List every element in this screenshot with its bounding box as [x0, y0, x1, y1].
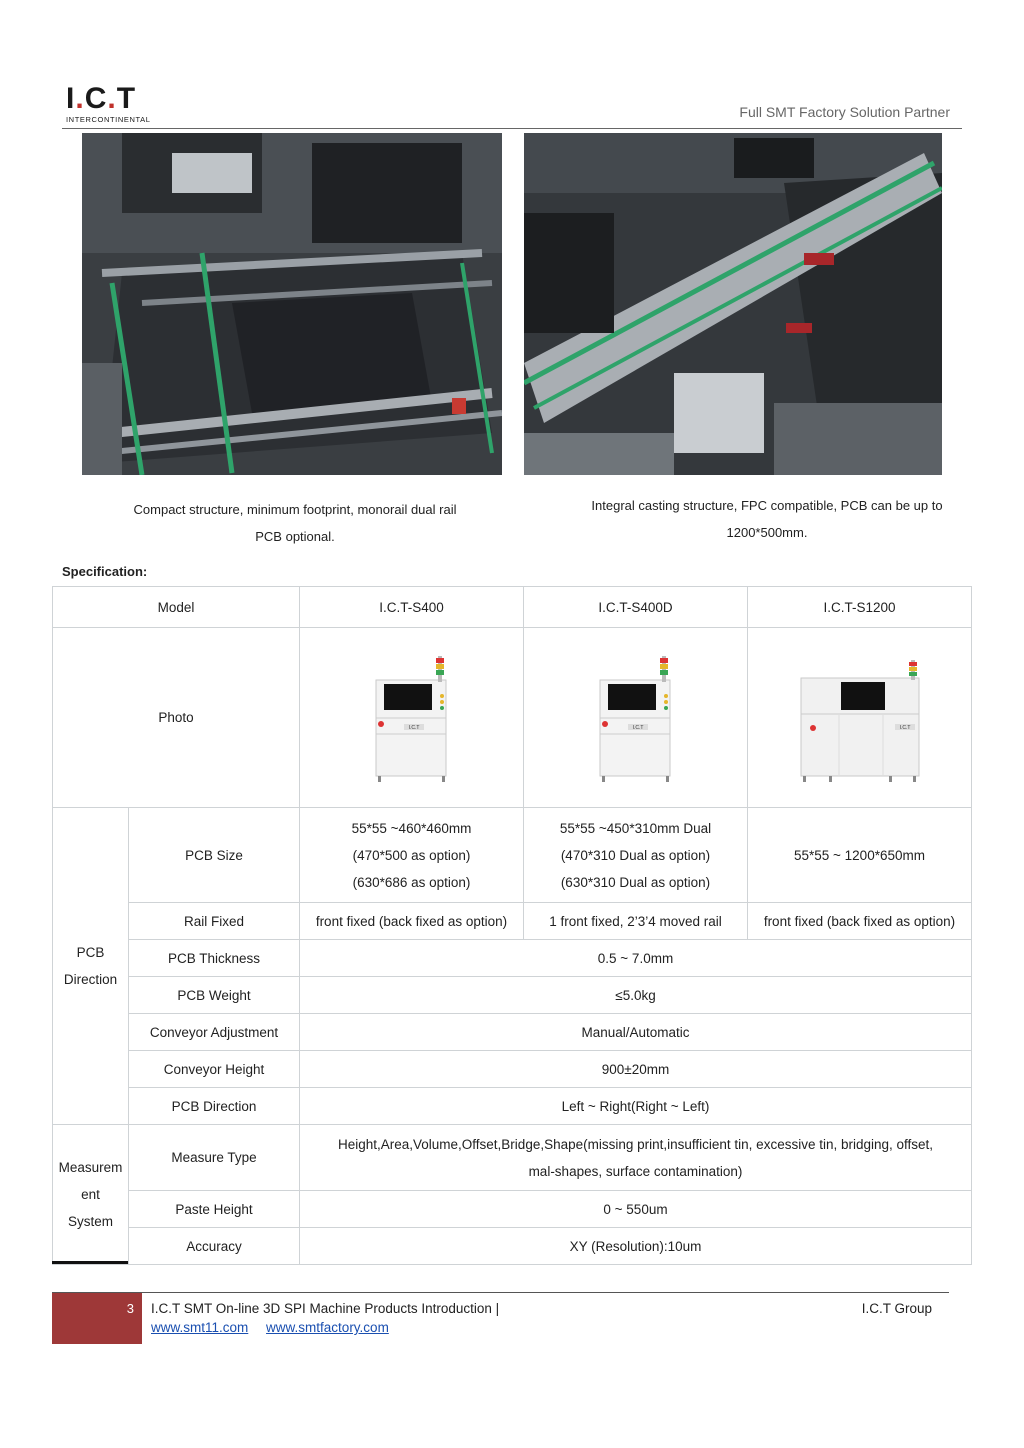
conveyor-adjustment-value: Manual/Automatic: [300, 1014, 972, 1051]
accuracy-value: XY (Resolution):10um: [300, 1228, 972, 1265]
header-tagline: Full SMT Factory Solution Partner: [739, 104, 950, 120]
header-divider: [62, 128, 962, 129]
paste-height-label: Paste Height: [129, 1191, 300, 1228]
measure-type-label: Measure Type: [129, 1125, 300, 1191]
pcb-direction-value: Left ~ Right(Right ~ Left): [300, 1088, 972, 1125]
pcb-size-s1200: 55*55 ~ 1200*650mm: [748, 808, 972, 903]
pcb-weight-value: ≤5.0kg: [300, 977, 972, 1014]
conveyor-height-value: 900±20mm: [300, 1051, 972, 1088]
link-smt11[interactable]: www.smt11.com: [151, 1320, 249, 1335]
paste-height-value: 0 ~ 550um: [300, 1191, 972, 1228]
machine-s400-image: [370, 650, 454, 786]
pcb-size-s400: 55*55 ~460*460mm (470*500 as option) (630*686 as option): [300, 808, 524, 903]
specification-heading: Specification:: [62, 564, 148, 579]
machine-s1200-image: [799, 650, 921, 786]
table-row-conveyor-adjustment: [53, 1014, 972, 1051]
model-label: Model: [53, 587, 300, 628]
table-row-photo: [53, 628, 972, 808]
pcb-weight-label: PCB Weight: [129, 977, 300, 1014]
group-measurement-system: Measurem ent System: [53, 1125, 129, 1265]
logo-wordmark: I.C.T: [66, 82, 137, 115]
caption-left: Compact structure, minimum footprint, monorail dual rail PCB optional.: [133, 502, 457, 544]
table-row-pcb-size: [53, 808, 972, 903]
table-row-rail-fixed: [53, 903, 972, 940]
pcb-size-s400d: 55*55 ~450*310mm Dual (470*310 Dual as option) (630*310 Dual as option): [524, 808, 748, 903]
table-row-pcb-thickness: [53, 940, 972, 977]
conveyor-adjustment-label: Conveyor Adjustment: [129, 1014, 300, 1051]
model-s400: I.C.T-S400: [300, 587, 524, 628]
footer-divider: [52, 1292, 949, 1293]
rail-fixed-s400d: 1 front fixed, 2’3’4 moved rail: [524, 903, 748, 940]
rail-fixed-s400: front fixed (back fixed as option): [300, 903, 524, 940]
machine-casting-photo-right: [524, 133, 942, 475]
group-pcb-direction: PCB Direction: [53, 808, 129, 1125]
group-bottom-rule: [52, 1261, 128, 1264]
model-s400d: I.C.T-S400D: [524, 587, 748, 628]
logo-subtitle: INTERCONTINENTAL: [66, 115, 151, 124]
rail-fixed-label: Rail Fixed: [129, 903, 300, 940]
photo-s400: [300, 628, 524, 808]
footer-title: I.C.T SMT On-line 3D SPI Machine Products Introduction |: [151, 1301, 500, 1316]
table-row-paste-height: [53, 1191, 972, 1228]
accuracy-label: Accuracy: [129, 1228, 300, 1265]
table-row-measure-type: [53, 1125, 972, 1191]
footer-links: [151, 1320, 403, 1335]
table-row-pcb-direction: [53, 1088, 972, 1125]
conveyor-height-label: Conveyor Height: [129, 1051, 300, 1088]
table-row-model: [53, 587, 972, 628]
svg-text:I.C.T: I.C.T: [632, 724, 643, 731]
measure-type-value: Height,Area,Volume,Offset,Bridge,Shape(missing print,insufficient tin, excessive tin, bridging, offset, mal-shapes, surface contamination): [300, 1125, 972, 1191]
link-smtfactory[interactable]: www.smtfactory.com: [266, 1320, 389, 1335]
svg-text:I.C.T: I.C.T: [408, 724, 419, 731]
specification-table: [52, 586, 972, 1265]
photo-s400d: [524, 628, 748, 808]
page-number: 3: [126, 1301, 134, 1316]
company-logo: [66, 84, 158, 124]
footer-group-name: I.C.T Group: [861, 1301, 932, 1316]
rail-fixed-s1200: front fixed (back fixed as option): [748, 903, 972, 940]
table-row-accuracy: [53, 1228, 972, 1265]
machine-interior-photo-left: [82, 133, 502, 475]
pcb-direction-label: PCB Direction: [129, 1088, 300, 1125]
caption-right: Integral casting structure, FPC compatible, PCB can be up to 1200*500mm.: [591, 498, 943, 540]
table-row-pcb-weight: [53, 977, 972, 1014]
model-s1200: I.C.T-S1200: [748, 587, 972, 628]
photo-s1200: [748, 628, 972, 808]
pcb-size-label: PCB Size: [129, 808, 300, 903]
machine-s400d-image: [594, 650, 678, 786]
svg-text:I.C.T: I.C.T: [899, 724, 910, 731]
photo-label: Photo: [53, 628, 300, 808]
pcb-thickness-value: 0.5 ~ 7.0mm: [300, 940, 972, 977]
table-row-conveyor-height: [53, 1051, 972, 1088]
pcb-thickness-label: PCB Thickness: [129, 940, 300, 977]
